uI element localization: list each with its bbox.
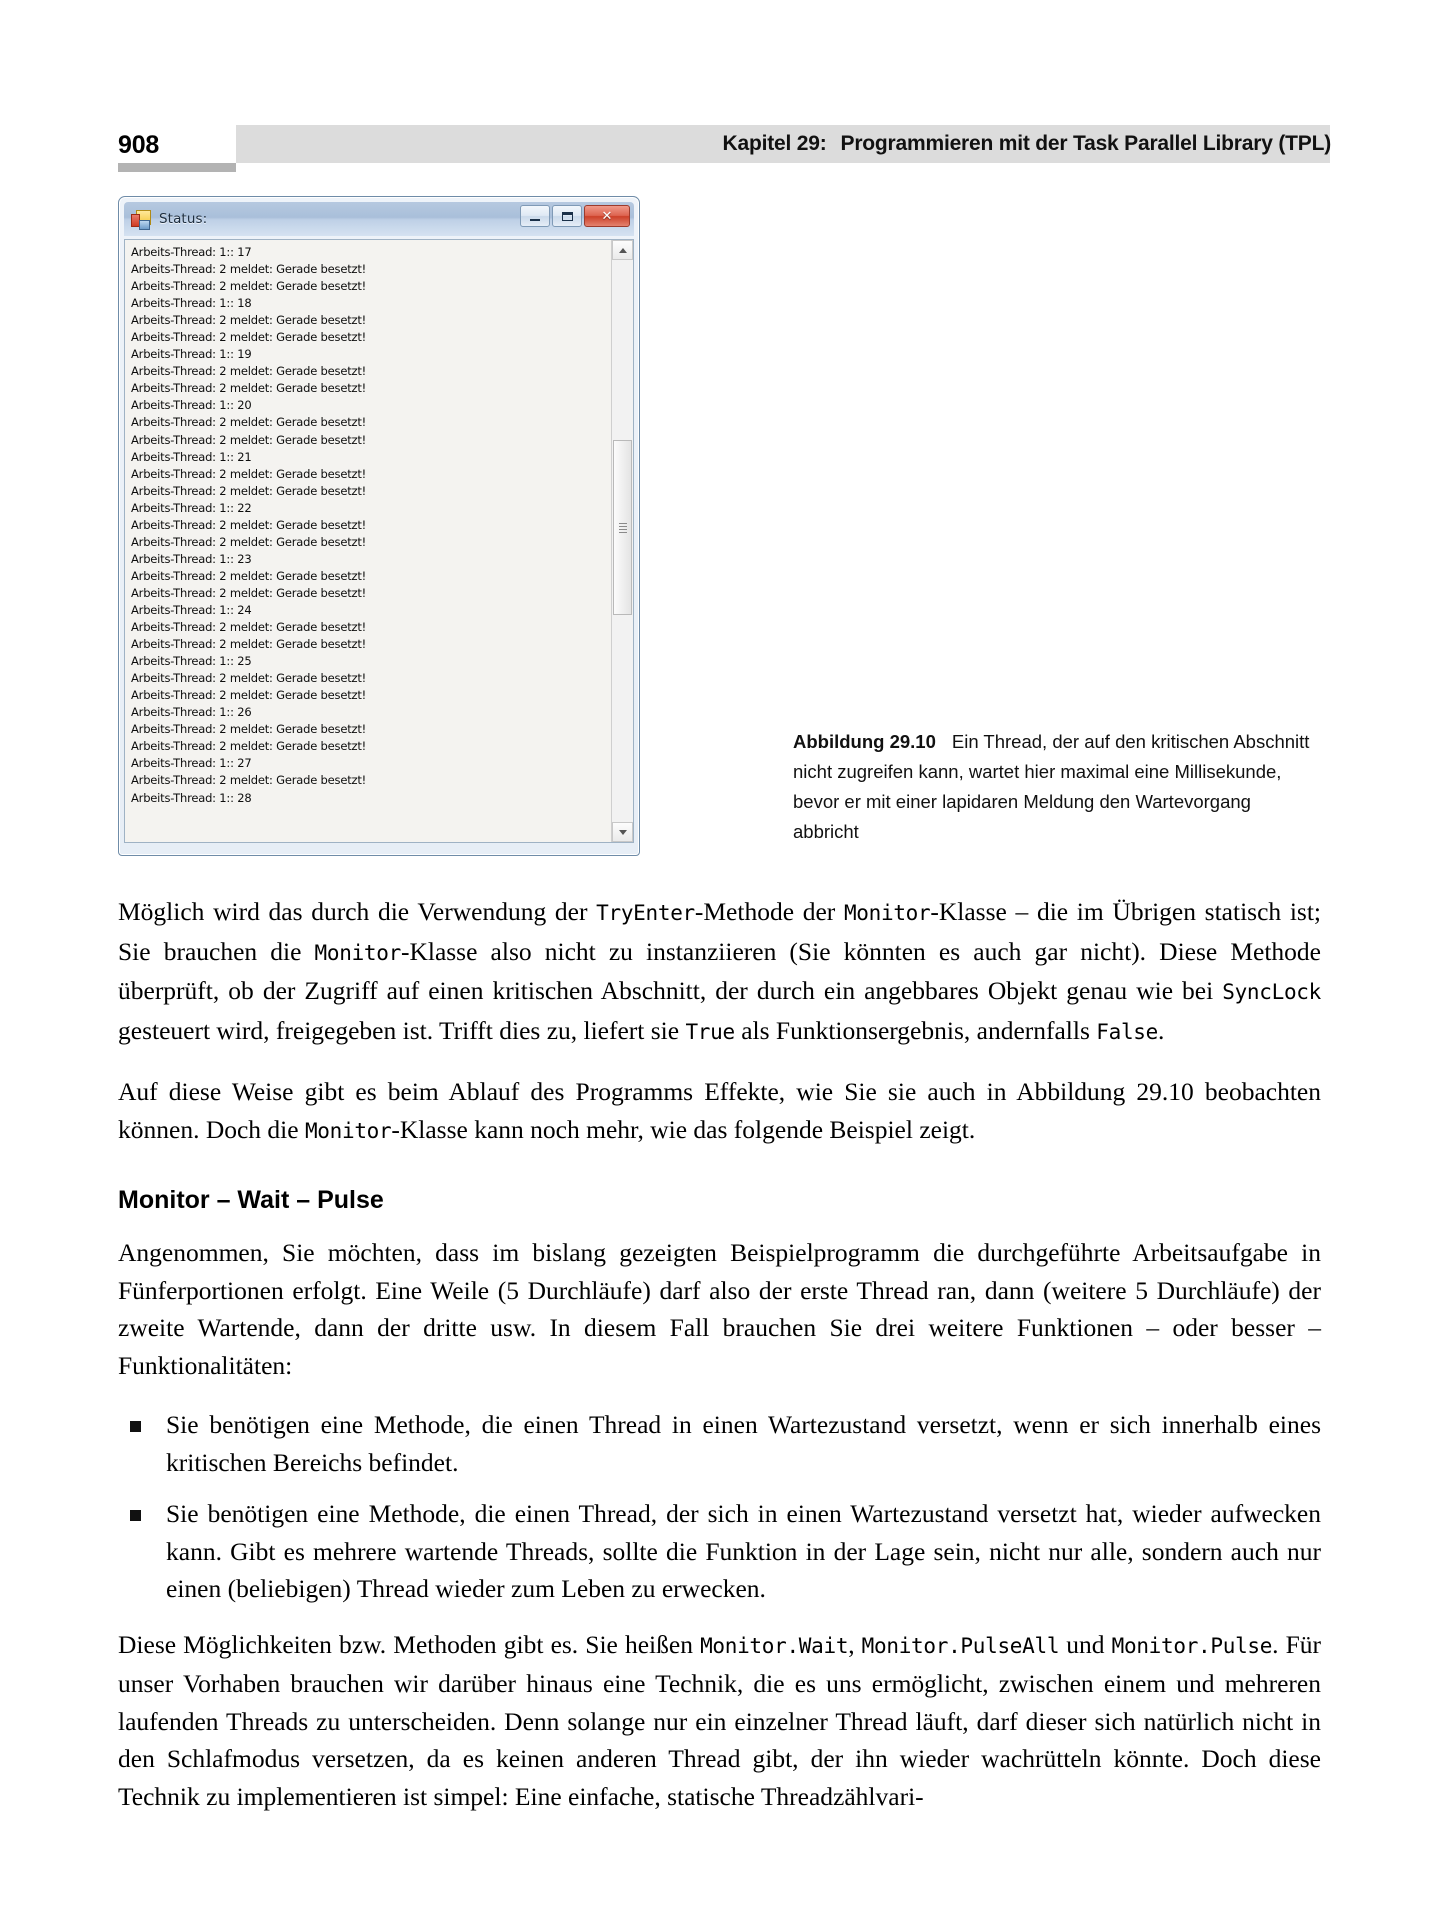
scrollbar-track[interactable] [612,260,633,822]
p1-seg-d: -Klasse also nicht zu instanziieren (Sie könnten es auch gar nicht). Diese Methode überprüft, ob der Zugriff auf einen kritischen Abschnitt, der durch ein angebbares Objekt genau wie bei [118,936,1321,1005]
list-item[interactable]: Arbeits-Thread: 2 meldet: Gerade besetzt! [131,517,367,532]
maximize-button[interactable] [552,205,582,227]
running-head [723,131,1331,157]
figure-screenshot-window [118,196,640,856]
section-heading: Monitor – Wait – Pulse [118,1186,384,1214]
list-item: Sie benötigen eine Methode, die einen Thread, der sich in einen Wartezustand versetzt hat, wieder aufwecken kann. Gibt es mehrere wartende Threads, sollte die Funktion in der Lage sein, nicht nur alle, sondern auch nur einen (beliebigen) Thread wieder zum Leben zu erwecken. [118,1495,1321,1608]
window-titlebar[interactable] [124,202,634,236]
list-item[interactable]: Arbeits-Thread: 2 meldet: Gerade besetzt! [131,313,367,328]
code-tryenter: TryEnter [596,901,695,925]
code-false: False [1096,1019,1158,1044]
window-client-area [124,239,634,843]
window-controls [520,205,630,227]
paragraph-2 [118,1073,1321,1150]
list-item[interactable]: Arbeits-Thread: 2 meldet: Gerade besetzt! [131,381,367,396]
page-header [0,0,1441,170]
scroll-up-button[interactable] [612,240,633,260]
p2-seg-b: -Klasse kann noch mehr, wie das folgende Beispiel zeigt. [391,1114,976,1144]
list-item[interactable]: Arbeits-Thread: 2 meldet: Gerade besetzt! [131,722,367,737]
minimize-icon [530,219,540,221]
bullet-list [118,1406,1321,1608]
code-monitor-1: Monitor [843,901,931,925]
p2-seg-a: Auf diese Weise gibt es beim Ablauf des Programms Effekte, wie Sie sie auch in Abbildung 29.10 beobachten können. Doch die [118,1077,1321,1144]
code-monitor-2: Monitor [314,940,401,965]
figure-caption [793,727,1313,847]
list-item[interactable]: Arbeits-Thread: 2 meldet: Gerade besetzt! [131,432,367,447]
list-item[interactable]: Arbeits-Thread: 2 meldet: Gerade besetzt! [131,262,367,277]
list-item[interactable]: Arbeits-Thread: 1:: 26 [131,705,252,720]
code-monitor-pulseall: Monitor.PulseAll [861,1633,1060,1658]
scrollbar-thumb[interactable] [613,440,632,615]
window-title: Status: [159,211,208,227]
minimize-button[interactable] [520,205,550,227]
list-item[interactable]: Arbeits-Thread: 2 meldet: Gerade besetzt! [131,568,367,583]
paragraph-3: Angenommen, Sie möchten, dass im bislang gezeigten Beispielprogramm die durchgeführte Arbeitsaufgabe in Fünferportionen erfolgt. Eine Weile (5 Durchläufe) darf also der erste Thread ran, dann (weitere 5 Durchläufe) der zweite Wartende, dann der dritte usw. In diesem Fall brauchen Sie drei weitere Funktionen – oder besser – Funktionalitäten: [118,1238,1321,1380]
list-item[interactable]: Arbeits-Thread: 2 meldet: Gerade besetzt! [131,739,367,754]
paragraph-1 [118,893,1321,1051]
list-item[interactable]: Arbeits-Thread: 2 meldet: Gerade besetzt! [131,534,367,549]
list-item[interactable]: Arbeits-Thread: 2 meldet: Gerade besetzt! [131,466,367,481]
paragraph-4 [118,1626,1321,1816]
p1-seg-a: Möglich wird das durch die Verwendung der [118,897,597,926]
p1-seg-c: -Klasse – die im Übrigen statisch ist; Sie brauchen die [118,897,1322,966]
chevron-up-icon [619,248,627,253]
running-head-chapter-label: Kapitel 29: [722,132,827,155]
scroll-down-button[interactable] [612,822,633,842]
list-item[interactable]: Arbeits-Thread: 2 meldet: Gerade besetzt! [131,637,367,652]
close-button[interactable] [584,205,630,227]
figure-caption-label: Abbildung 29.10 [793,731,936,752]
grip-icon [619,521,627,535]
body-column [118,893,1321,1837]
maximize-icon [562,212,573,221]
chevron-down-icon [619,830,627,835]
p4-seg-b: , [848,1629,862,1659]
list-item[interactable]: Arbeits-Thread: 1:: 20 [131,398,252,413]
list-item[interactable]: Arbeits-Thread: 2 meldet: Gerade besetzt! [131,620,367,635]
list-item[interactable]: Arbeits-Thread: 2 meldet: Gerade besetzt! [131,415,367,430]
page-number: 908 [118,131,160,159]
p4-seg-d: . Für unser Vorhaben brauchen wir darüber hinaus eine Technik, die es uns ermöglicht, zwischen einem und mehreren laufenden Threads zu unterscheiden. Denn solange nur ein einzelner Thread läuft, darf dieser sich natürlich nicht in den Schlafmodus versetzen, da es keinen anderen Thread gibt, der ihn wieder wachrütteln könnte. Doch diese Technik zu implementieren ist simpel: Eine einfache, statische Threadzählvari- [118,1629,1322,1811]
code-synclock: SyncLock [1222,980,1321,1004]
figure-caption-text: Ein Thread, der auf den kritischen Abschnitt nicht zugreifen kann, wartet hier maximal eine Millisekunde, bevor er mit einer lapidaren Meldung den Wartevorgang abbricht [793,731,1310,842]
p1-seg-f: als Funktionsergebnis, andernfalls [734,1015,1097,1045]
p4-seg-c: und [1059,1629,1112,1659]
code-monitor-3: Monitor [304,1118,392,1143]
list-item[interactable]: Arbeits-Thread: 2 meldet: Gerade besetzt! [131,585,367,600]
list-item[interactable]: Arbeits-Thread: 2 meldet: Gerade besetzt! [131,688,367,703]
list-item[interactable]: Arbeits-Thread: 1:: 25 [131,654,252,669]
code-monitor-pulse: Monitor.Pulse [1111,1633,1273,1658]
list-item[interactable]: Arbeits-Thread: 2 meldet: Gerade besetzt! [131,773,367,788]
list-item[interactable]: Arbeits-Thread: 2 meldet: Gerade besetzt! [131,279,367,294]
close-icon: ✕ [601,208,613,224]
p1-seg-b: -Methode der [694,897,844,926]
code-true: True [685,1019,735,1044]
vb-form-icon [131,209,151,229]
list-item[interactable]: Arbeits-Thread: 1:: 22 [131,500,252,515]
list-item[interactable]: Arbeits-Thread: 1:: 21 [131,449,252,464]
p1-seg-g: . [1158,1015,1165,1045]
folio-rule [118,163,236,172]
list-item[interactable]: Arbeits-Thread: 1:: 19 [131,347,252,362]
list-item[interactable]: Arbeits-Thread: 1:: 18 [131,296,252,311]
p1-seg-e: gesteuert wird, freigegeben ist. Trifft dies zu, liefert sie [118,1015,686,1045]
list-item[interactable]: Arbeits-Thread: 1:: 28 [131,790,252,805]
list-item[interactable]: Arbeits-Thread: 1:: 17 [131,245,252,259]
list-item[interactable]: Arbeits-Thread: 1:: 23 [131,551,252,566]
code-monitor-wait: Monitor.Wait [700,1633,849,1658]
p4-seg-a: Diese Möglichkeiten bzw. Methoden gibt es. Sie heißen [118,1629,701,1659]
listbox-vertical-scrollbar[interactable] [611,240,633,842]
list-item[interactable]: Arbeits-Thread: 1:: 24 [131,602,252,617]
list-item[interactable]: Arbeits-Thread: 1:: 27 [131,756,252,771]
list-item[interactable]: Arbeits-Thread: 2 meldet: Gerade besetzt! [131,364,367,379]
list-item: Sie benötigen eine Methode, die einen Thread in einen Wartezustand versetzt, wenn er sich innerhalb eines kritischen Bereichs befindet. [118,1406,1321,1481]
status-listbox[interactable] [125,240,633,842]
list-item[interactable]: Arbeits-Thread: 2 meldet: Gerade besetzt! [131,330,367,345]
list-item[interactable]: Arbeits-Thread: 2 meldet: Gerade besetzt! [131,483,367,498]
list-item[interactable]: Arbeits-Thread: 2 meldet: Gerade besetzt! [131,671,367,686]
running-head-chapter-title: Programmieren mit der Task Parallel Library (TPL) [840,132,1331,155]
